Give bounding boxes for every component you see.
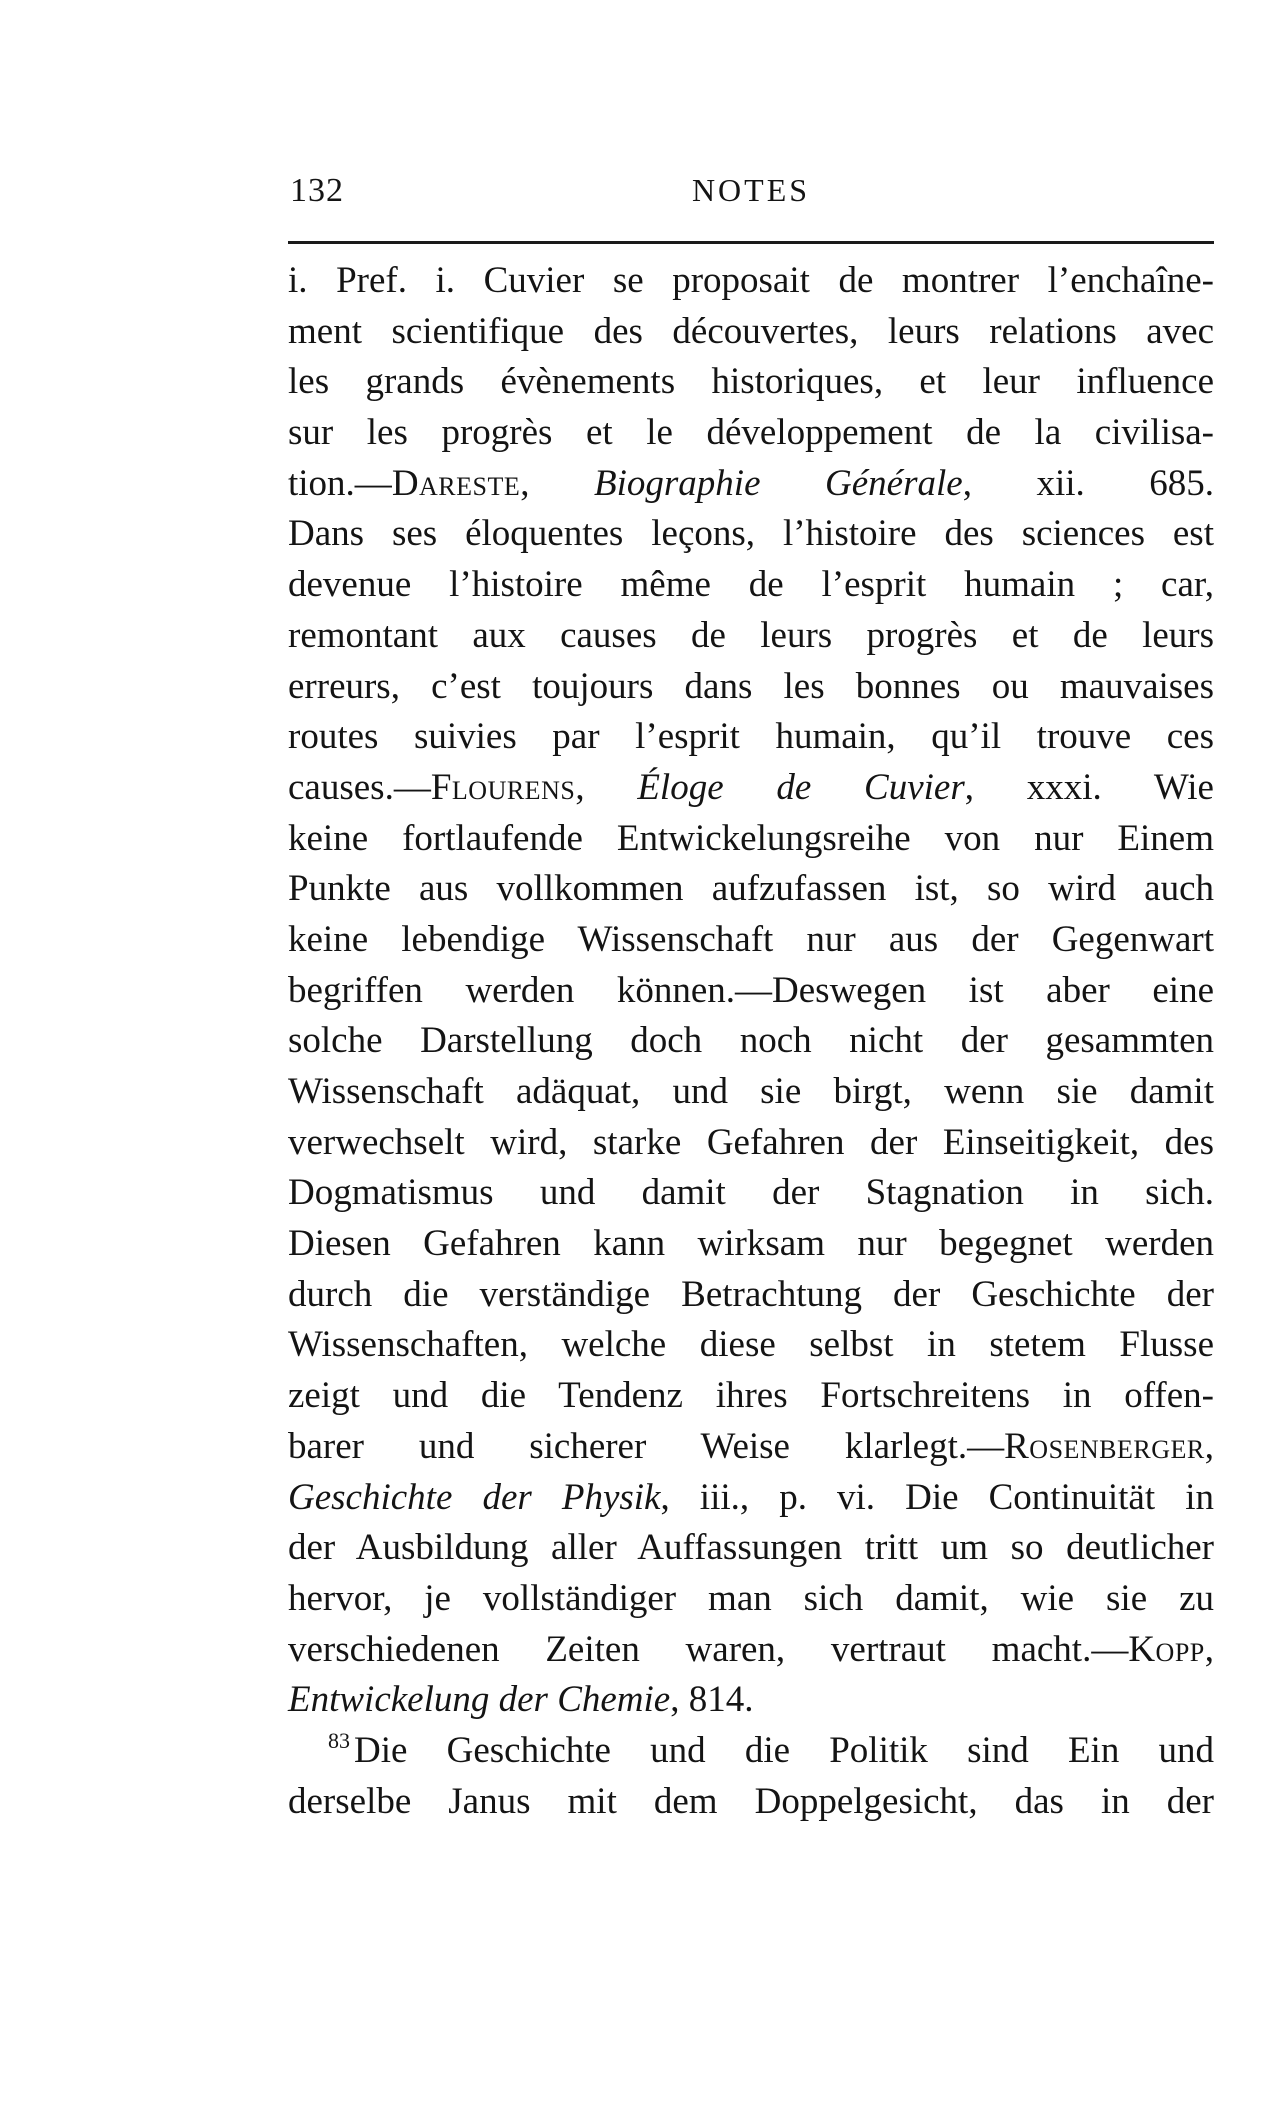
cited-author: Kopp bbox=[1128, 1628, 1205, 1670]
page-number: 132 bbox=[290, 172, 344, 209]
text-line: erreurs, c’est toujours dans les bonnes ou mauvaises bbox=[288, 665, 1214, 707]
running-title: NOTES bbox=[691, 172, 811, 208]
text-line: durch die verständige Betrachtung der Geschichte der bbox=[288, 1273, 1214, 1315]
cited-author: Dareste bbox=[391, 462, 521, 504]
text-line: der Ausbildung aller Auffassungen tritt um so deutlicher bbox=[288, 1527, 1214, 1569]
text-line: sur les progrès et le développement de la civilisa- bbox=[288, 412, 1214, 454]
cited-author: Flourens bbox=[430, 766, 576, 808]
footnote-start-line: $^{83}$ Die Geschichte und die Politik sind Ein und bbox=[328, 1727, 1214, 1771]
text-line: keine fortlaufende Entwickelungsreihe von nur Einem bbox=[288, 817, 1214, 859]
citation-line: Geschichte der Physik, iii., p. vi. Die Continuität in bbox=[288, 1476, 1214, 1518]
text-line: Punkte aus vollkommen aufzufassen ist, so wird auch bbox=[288, 868, 1214, 910]
text-line: keine lebendige Wissenschaft nur aus der Gegenwart bbox=[288, 918, 1214, 960]
page-header bbox=[290, 172, 1212, 232]
text-line: Dans ses éloquentes leçons, l’histoire des sciences est bbox=[288, 513, 1214, 555]
text-line: begriffen werden können.—Deswegen ist aber eine bbox=[288, 969, 1214, 1011]
text-line: derselbe Janus mit dem Doppelgesicht, das in der bbox=[288, 1780, 1214, 1822]
text-line: i. Pref. i. Cuvier se proposait de montrer l’enchaîne- bbox=[288, 260, 1214, 301]
text-line: hervor, je vollständiger man sich damit, wie sie zu bbox=[288, 1577, 1214, 1619]
cited-work: Geschichte der Physik bbox=[288, 1476, 661, 1518]
text-line: les grands évènements historiques, et leur influence bbox=[288, 361, 1214, 403]
text-line: Wissenschaften, welche diese selbst in stetem Flusse bbox=[288, 1324, 1214, 1366]
citation-line: verschiedenen Zeiten waren, vertraut macht.—Kopp, bbox=[288, 1628, 1214, 1670]
header-rule bbox=[288, 241, 1214, 244]
text-line: solche Darstellung doch noch nicht der gesammten bbox=[288, 1020, 1214, 1062]
text-line: Wissenschaft adäquat, und sie birgt, wenn sie damit bbox=[288, 1071, 1214, 1112]
text-line: Dogmatismus und damit der Stagnation in sich. bbox=[288, 1172, 1214, 1214]
text-line: devenue l’histoire même de l’esprit humain ; car, bbox=[288, 564, 1214, 606]
text-line: routes suivies par l’esprit humain, qu’il trouve ces bbox=[288, 716, 1214, 758]
text-line: Diesen Gefahren kann wirksam nur begegnet werden bbox=[288, 1223, 1214, 1265]
text-line: verwechselt wird, starke Gefahren der Einseitigkeit, des bbox=[288, 1121, 1214, 1163]
cited-work: Entwickelung der Chemie bbox=[288, 1679, 671, 1721]
text-line: ment scientifique des découvertes, leurs relations avec bbox=[288, 310, 1214, 352]
footnote-number: 83 bbox=[328, 1727, 350, 1753]
citation-line: tion.—Dareste, Biographie Générale, xii. 685. bbox=[288, 462, 1215, 504]
text-line: remontant aux causes de leurs progrès et de leurs bbox=[288, 614, 1214, 656]
cited-author: Rosenberger bbox=[1004, 1425, 1205, 1467]
cited-work: Biographie Générale bbox=[594, 462, 963, 504]
notes-text bbox=[288, 256, 1214, 1827]
citation-line: causes.—Flourens, Éloge de Cuvier, xxxi. Wie bbox=[288, 766, 1214, 808]
citation-line: Entwickelung der Chemie, 814. bbox=[288, 1679, 754, 1721]
citation-line: barer und sicherer Weise klarlegt.—Rosenberger, bbox=[288, 1425, 1214, 1467]
text-line: zeigt und die Tendenz ihres Fortschreitens in offen- bbox=[288, 1375, 1214, 1417]
cited-work: Éloge de Cuvier bbox=[637, 766, 965, 808]
